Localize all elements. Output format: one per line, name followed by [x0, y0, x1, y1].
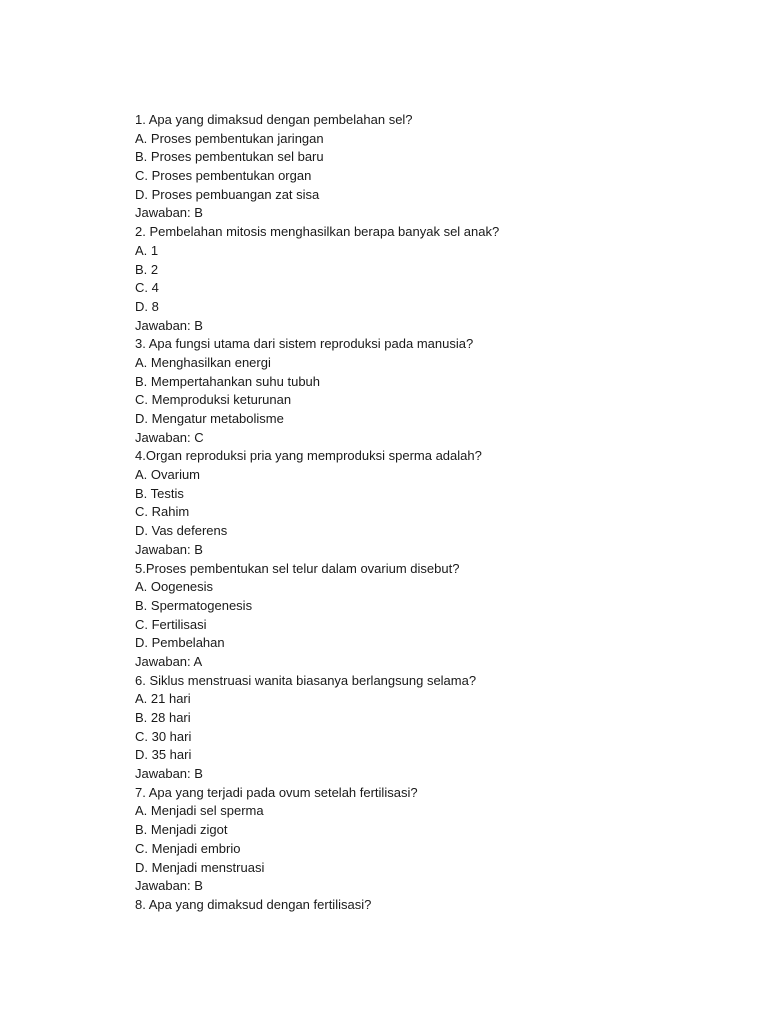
- question-1: 1. Apa yang dimaksud dengan pembelahan sel?: [135, 112, 413, 127]
- question-3-option-b: B. Mempertahankan suhu tubuh: [135, 373, 321, 389]
- question-2-option-b: B. 2: [135, 261, 159, 277]
- question-1-answer: Jawaban: B: [135, 205, 203, 221]
- question-3-option-d: D. Mengatur metabolisme: [135, 411, 284, 426]
- question-4-option-d: D. Vas deferens: [135, 523, 228, 539]
- question-4: 4.Organ reproduksi pria yang memproduksi sperma adalah?: [135, 448, 482, 464]
- question-7-option-a: A. Menjadi sel sperma: [135, 803, 264, 819]
- question-2: 2. Pembelahan mitosis menghasilkan berapa banyak sel anak?: [135, 224, 500, 240]
- question-3-option-c: C. Memproduksi keturunan: [135, 392, 292, 408]
- question-6-answer: Jawaban: B: [135, 766, 203, 782]
- question-7-option-d: D. Menjadi menstruasi: [135, 859, 265, 875]
- question-8: 8. Apa yang dimaksud dengan fertilisasi?: [135, 896, 372, 912]
- question-2-answer: Jawaban: B: [135, 317, 203, 333]
- question-5-option-d: D. Pembelahan: [135, 635, 225, 651]
- question-5-option-c: C. Fertilisasi: [135, 616, 207, 632]
- question-6-option-d: D. 35 hari: [135, 747, 192, 763]
- question-6-option-b: B. 28 hari: [135, 710, 191, 725]
- question-3-answer: Jawaban: C: [135, 429, 204, 445]
- question-1-option-a: A. Proses pembentukan jaringan: [135, 130, 324, 146]
- question-3: 3. Apa fungsi utama dari sistem reproduksi pada manusia?: [135, 336, 474, 352]
- question-2-option-d: D. 8: [135, 298, 159, 314]
- question-5-answer: Jawaban: A: [135, 653, 203, 669]
- question-1-option-c: C. Proses pembentukan organ: [135, 168, 312, 184]
- question-6-option-c: C. 30 hari: [135, 728, 192, 744]
- question-4-option-b: B. Testis: [135, 485, 184, 501]
- document-body: [135, 111, 695, 915]
- question-5-option-a: A. Oogenesis: [135, 579, 214, 595]
- question-6-option-a: A. 21 hari: [135, 691, 191, 707]
- question-3-option-a: A. Menghasilkan energi: [135, 354, 271, 370]
- question-4-option-c: C. Rahim: [135, 504, 190, 520]
- question-7-option-c: C. Menjadi embrio: [135, 840, 241, 856]
- question-7-option-b: B. Menjadi zigot: [135, 822, 228, 838]
- question-6: 6. Siklus menstruasi wanita biasanya berlangsung selama?: [135, 672, 477, 688]
- question-7: 7. Apa yang terjadi pada ovum setelah fertilisasi?: [135, 784, 418, 800]
- question-5: 5.Proses pembentukan sel telur dalam ovarium disebut?: [135, 560, 460, 576]
- question-7-answer: Jawaban: B: [135, 878, 203, 894]
- question-2-option-a: A. 1: [135, 242, 159, 258]
- question-5-option-b: B. Spermatogenesis: [135, 597, 253, 613]
- question-1-option-d: D. Proses pembuangan zat sisa: [135, 186, 320, 202]
- question-4-option-a: A. Ovarium: [135, 467, 201, 483]
- question-2-option-c: C. 4: [135, 280, 159, 296]
- question-1-option-b: B. Proses pembentukan sel baru: [135, 149, 324, 165]
- question-4-answer: Jawaban: B: [135, 541, 203, 557]
